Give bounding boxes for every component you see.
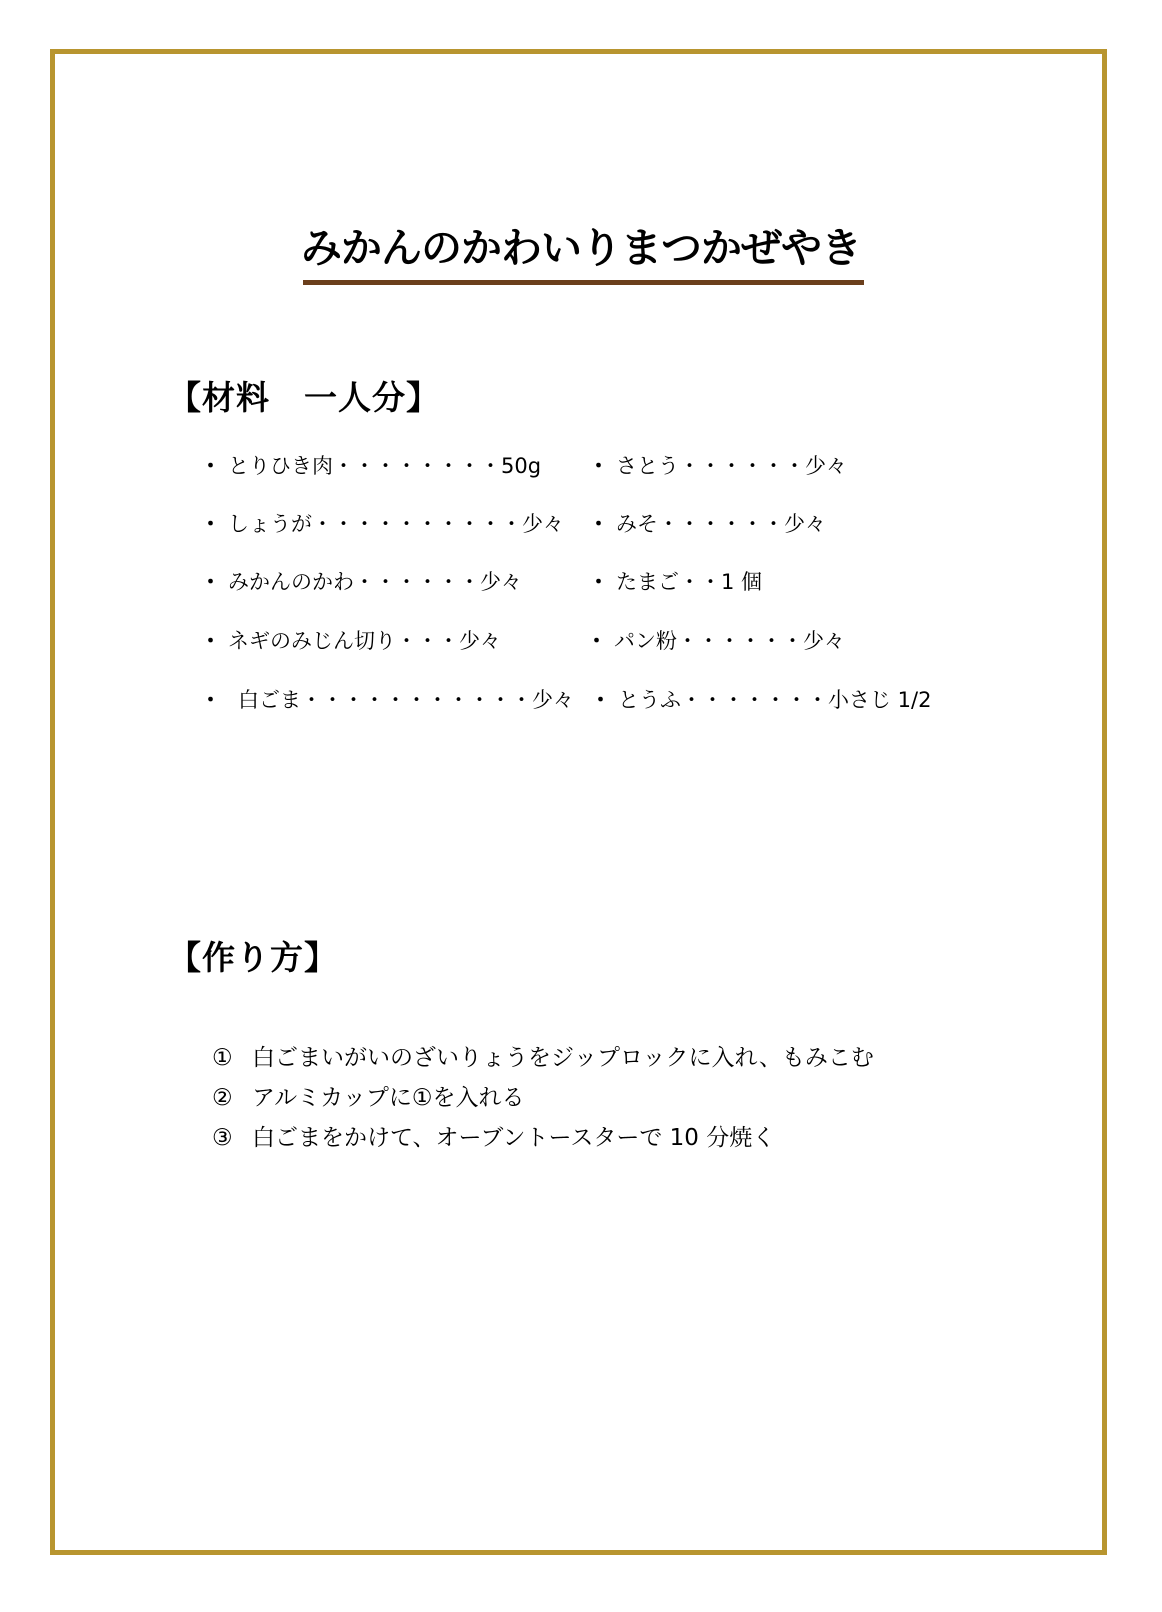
method-steps — [212, 1038, 874, 1158]
ingredient-text: みかんのかわ・・・・・・少々 — [228, 570, 522, 594]
ingredient-item — [588, 452, 847, 480]
ingredient-text: パン粉・・・・・・少々 — [614, 629, 845, 653]
bullet-icon: ・ — [588, 512, 609, 536]
step-text: アルミカップに①を入れる — [252, 1085, 525, 1111]
bullet-icon: ・ — [200, 454, 221, 478]
method-heading: 【作り方】 — [168, 938, 338, 977]
bullet-icon: ・ — [200, 512, 221, 536]
step-number: ② — [212, 1085, 233, 1111]
ingredient-item — [200, 568, 522, 596]
ingredients-heading: 【材料 一人分】 — [168, 378, 440, 417]
ingredient-item — [200, 510, 564, 538]
bullet-icon: ・ — [588, 454, 609, 478]
ingredient-text: しょうが・・・・・・・・・・少々 — [228, 512, 564, 536]
ingredient-text: とうふ・・・・・・・小さじ 1/2 — [618, 688, 932, 712]
step-item — [212, 1118, 874, 1158]
ingredient-item — [200, 686, 574, 714]
step-item — [212, 1078, 874, 1118]
ingredient-item — [588, 510, 826, 538]
ingredient-item — [590, 686, 931, 714]
page-border — [50, 49, 1107, 1555]
ingredient-item — [200, 452, 541, 480]
ingredient-text: ネギのみじん切り・・・少々 — [228, 629, 501, 653]
recipe-title: みかんのかわいりまつかぜやき — [301, 224, 861, 272]
ingredient-text: 白ごま・・・・・・・・・・・少々 — [238, 688, 574, 712]
ingredient-text: たまご・・1 個 — [616, 570, 763, 594]
bullet-icon: ・ — [588, 570, 609, 594]
bullet-icon: ・ — [590, 688, 611, 712]
ingredient-text: みそ・・・・・・少々 — [616, 512, 826, 536]
bullet-icon: ・ — [586, 629, 607, 653]
title-underline — [303, 280, 864, 285]
step-number: ③ — [212, 1125, 233, 1151]
ingredient-text: さとう・・・・・・少々 — [616, 454, 847, 478]
step-text: 白ごまをかけて、オーブントースターで 10 分焼く — [252, 1125, 776, 1151]
bullet-icon: ・ — [200, 629, 221, 653]
ingredient-item — [586, 627, 845, 655]
bullet-icon: ・ — [200, 570, 221, 594]
step-item — [212, 1038, 874, 1078]
bullet-icon: ・ — [200, 688, 221, 712]
ingredient-item — [588, 568, 762, 596]
step-text: 白ごまいがいのざいりょうをジップロックに入れ、もみこむ — [252, 1045, 874, 1071]
ingredient-text: とりひき肉・・・・・・・・50g — [228, 454, 542, 478]
step-number: ① — [212, 1045, 233, 1071]
ingredient-item — [200, 627, 501, 655]
